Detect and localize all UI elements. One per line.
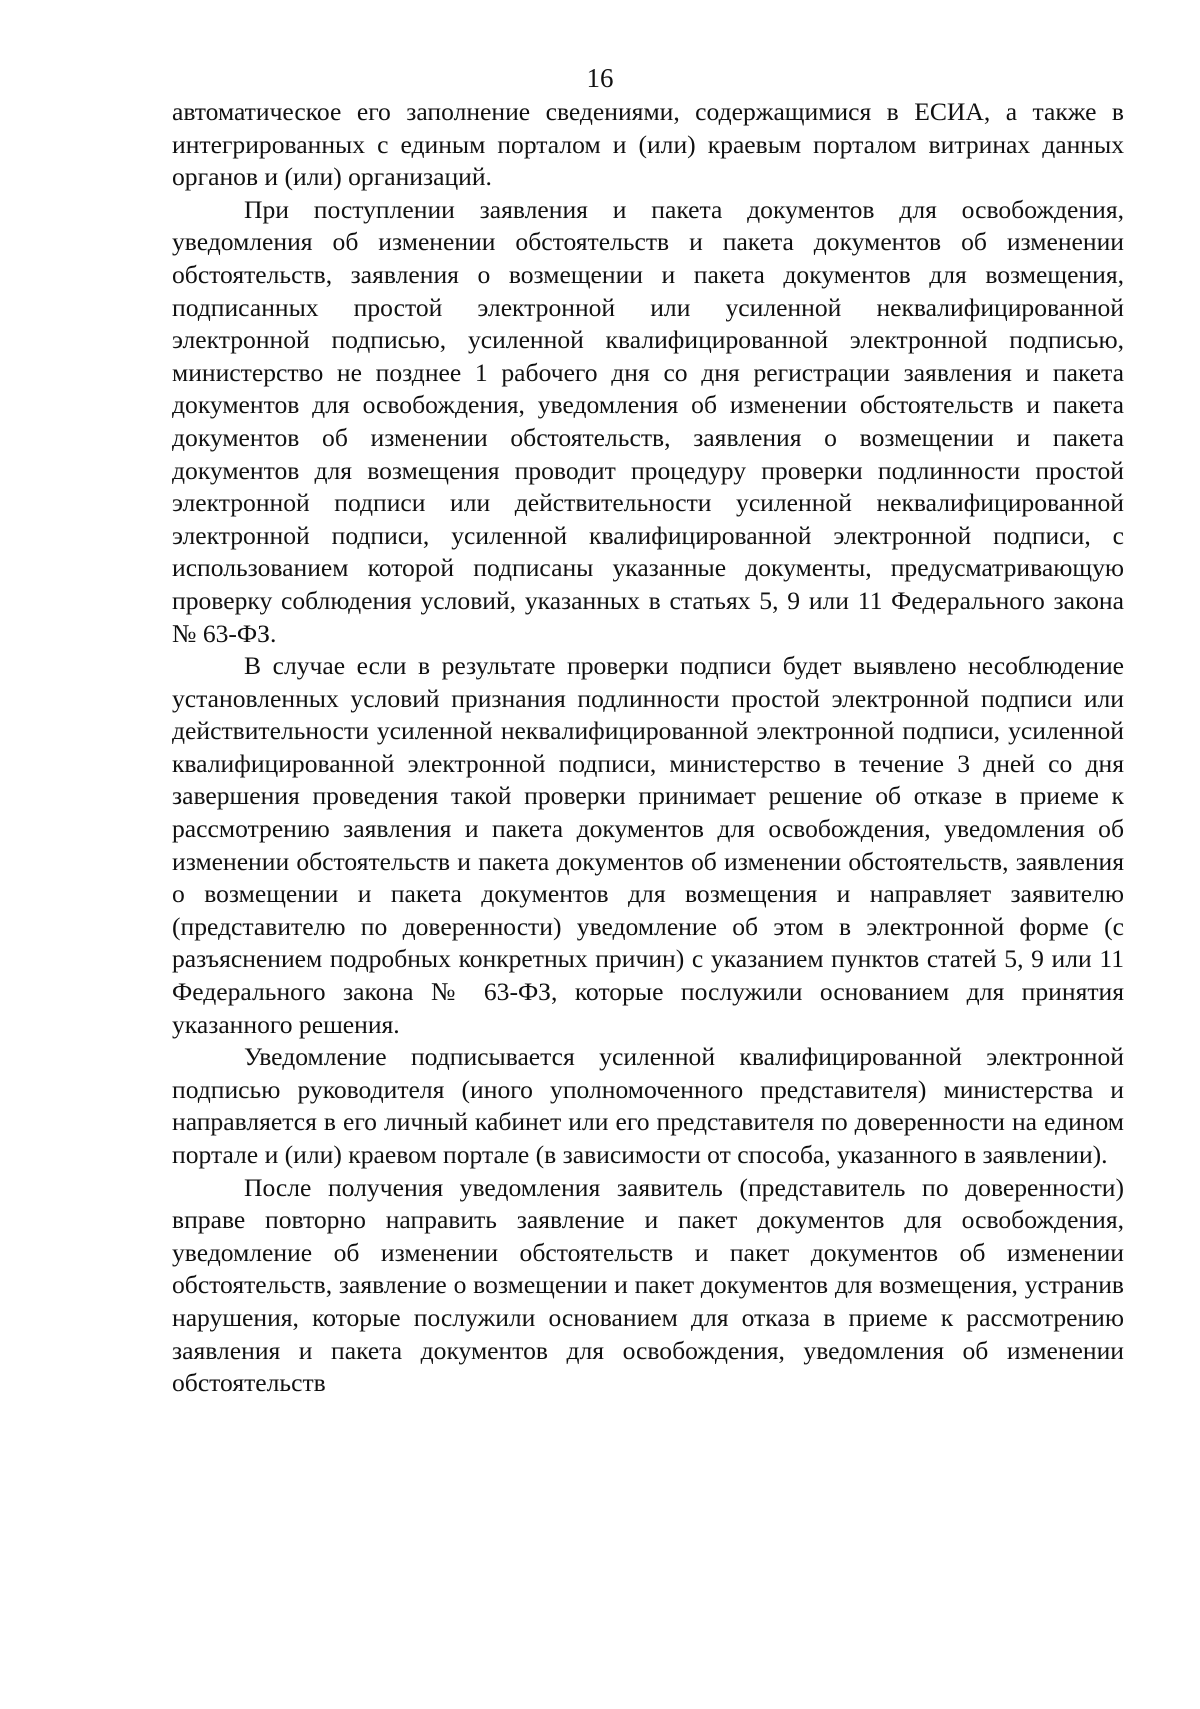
paragraph-resubmission: После получения уведомления заявитель (представитель по доверенности) вправе повторно направить заявление и пакет документов для освобождения, уведомление об изменении обстоятельств и пакет документов об изменении обстоятельств, заявление о возмещении и пакет документов для возмещения, устранив нарушения, которые послужили основанием для отказа в приеме к рассмотрению заявления и пакета документов для освобождения, уведомления об изменении обстоятельств — [172, 1172, 1124, 1398]
paragraph-notification-signing: Уведомление подписывается усиленной квалифицированной электронной подписью руководителя (иного уполномоченного представителя) министерства и направляется в его личный кабинет или его представителя по доверенности на едином портале и (или) краевом портале (в зависимости от способа, указанного в заявлении). — [172, 1042, 1124, 1169]
document-body — [172, 96, 1124, 1400]
page-number: 16 — [586, 63, 614, 93]
paragraph-signature-check: При поступлении заявления и пакета документов для освобождения, уведомления об изменении обстоятельств и пакета документов об изменении обстоятельств, заявления о возмещении и пакета документов для возмещения, подписанных простой электронной или усиленной неквалифицированной электронной подписью, усиленной квалифицированной электронной подписью, министерство не позднее 1 рабочего дня со дня регистрации заявления и пакета документов для освобождения, уведомления об изменении обстоятельств и пакета документов об изменении обстоятельств, заявления о возмещении и пакета документов для возмещения проводит процедуру проверки подлинности простой электронной подписи или действительности усиленной неквалифицированной электронной подписи, усиленной квалифицированной электронной подписи, с использованием которой подписаны указанные документы, предусматривающую проверку соблюдения условий, указанных в статьях 5, 9 или 11 Федерального закона № 63-ФЗ. — [172, 194, 1124, 648]
paragraph-continuation: автоматическое его заполнение сведениями, содержащимися в ЕСИА, а также в интегрированных с единым порталом и (или) краевым порталом витринах данных органов и (или) организаций. — [172, 97, 1124, 192]
paragraph-refusal-decision: В случае если в результате проверки подписи будет выявлено несоблюдение установленных условий признания подлинности простой электронной подписи или действительности усиленной неквалифицированной электронной подписи, усиленной квалифицированной электронной подписи, министерство в течение 3 дней со дня завершения проведения такой проверки принимает решение об отказе в приеме к рассмотрению заявления и пакета документов для освобождения, уведомления об изменении обстоятельств и пакета документов об изменении обстоятельств, заявления о возмещении и пакета документов для возмещения и направляет заявителю (представителю по доверенности) уведомление об этом в электронной форме (с разъяснением подробных конкретных причин) с указанием пунктов статей 5, 9 или 11 Федерального закона № 63-ФЗ, которые послужили основанием для принятия указанного решения. — [172, 651, 1124, 1039]
